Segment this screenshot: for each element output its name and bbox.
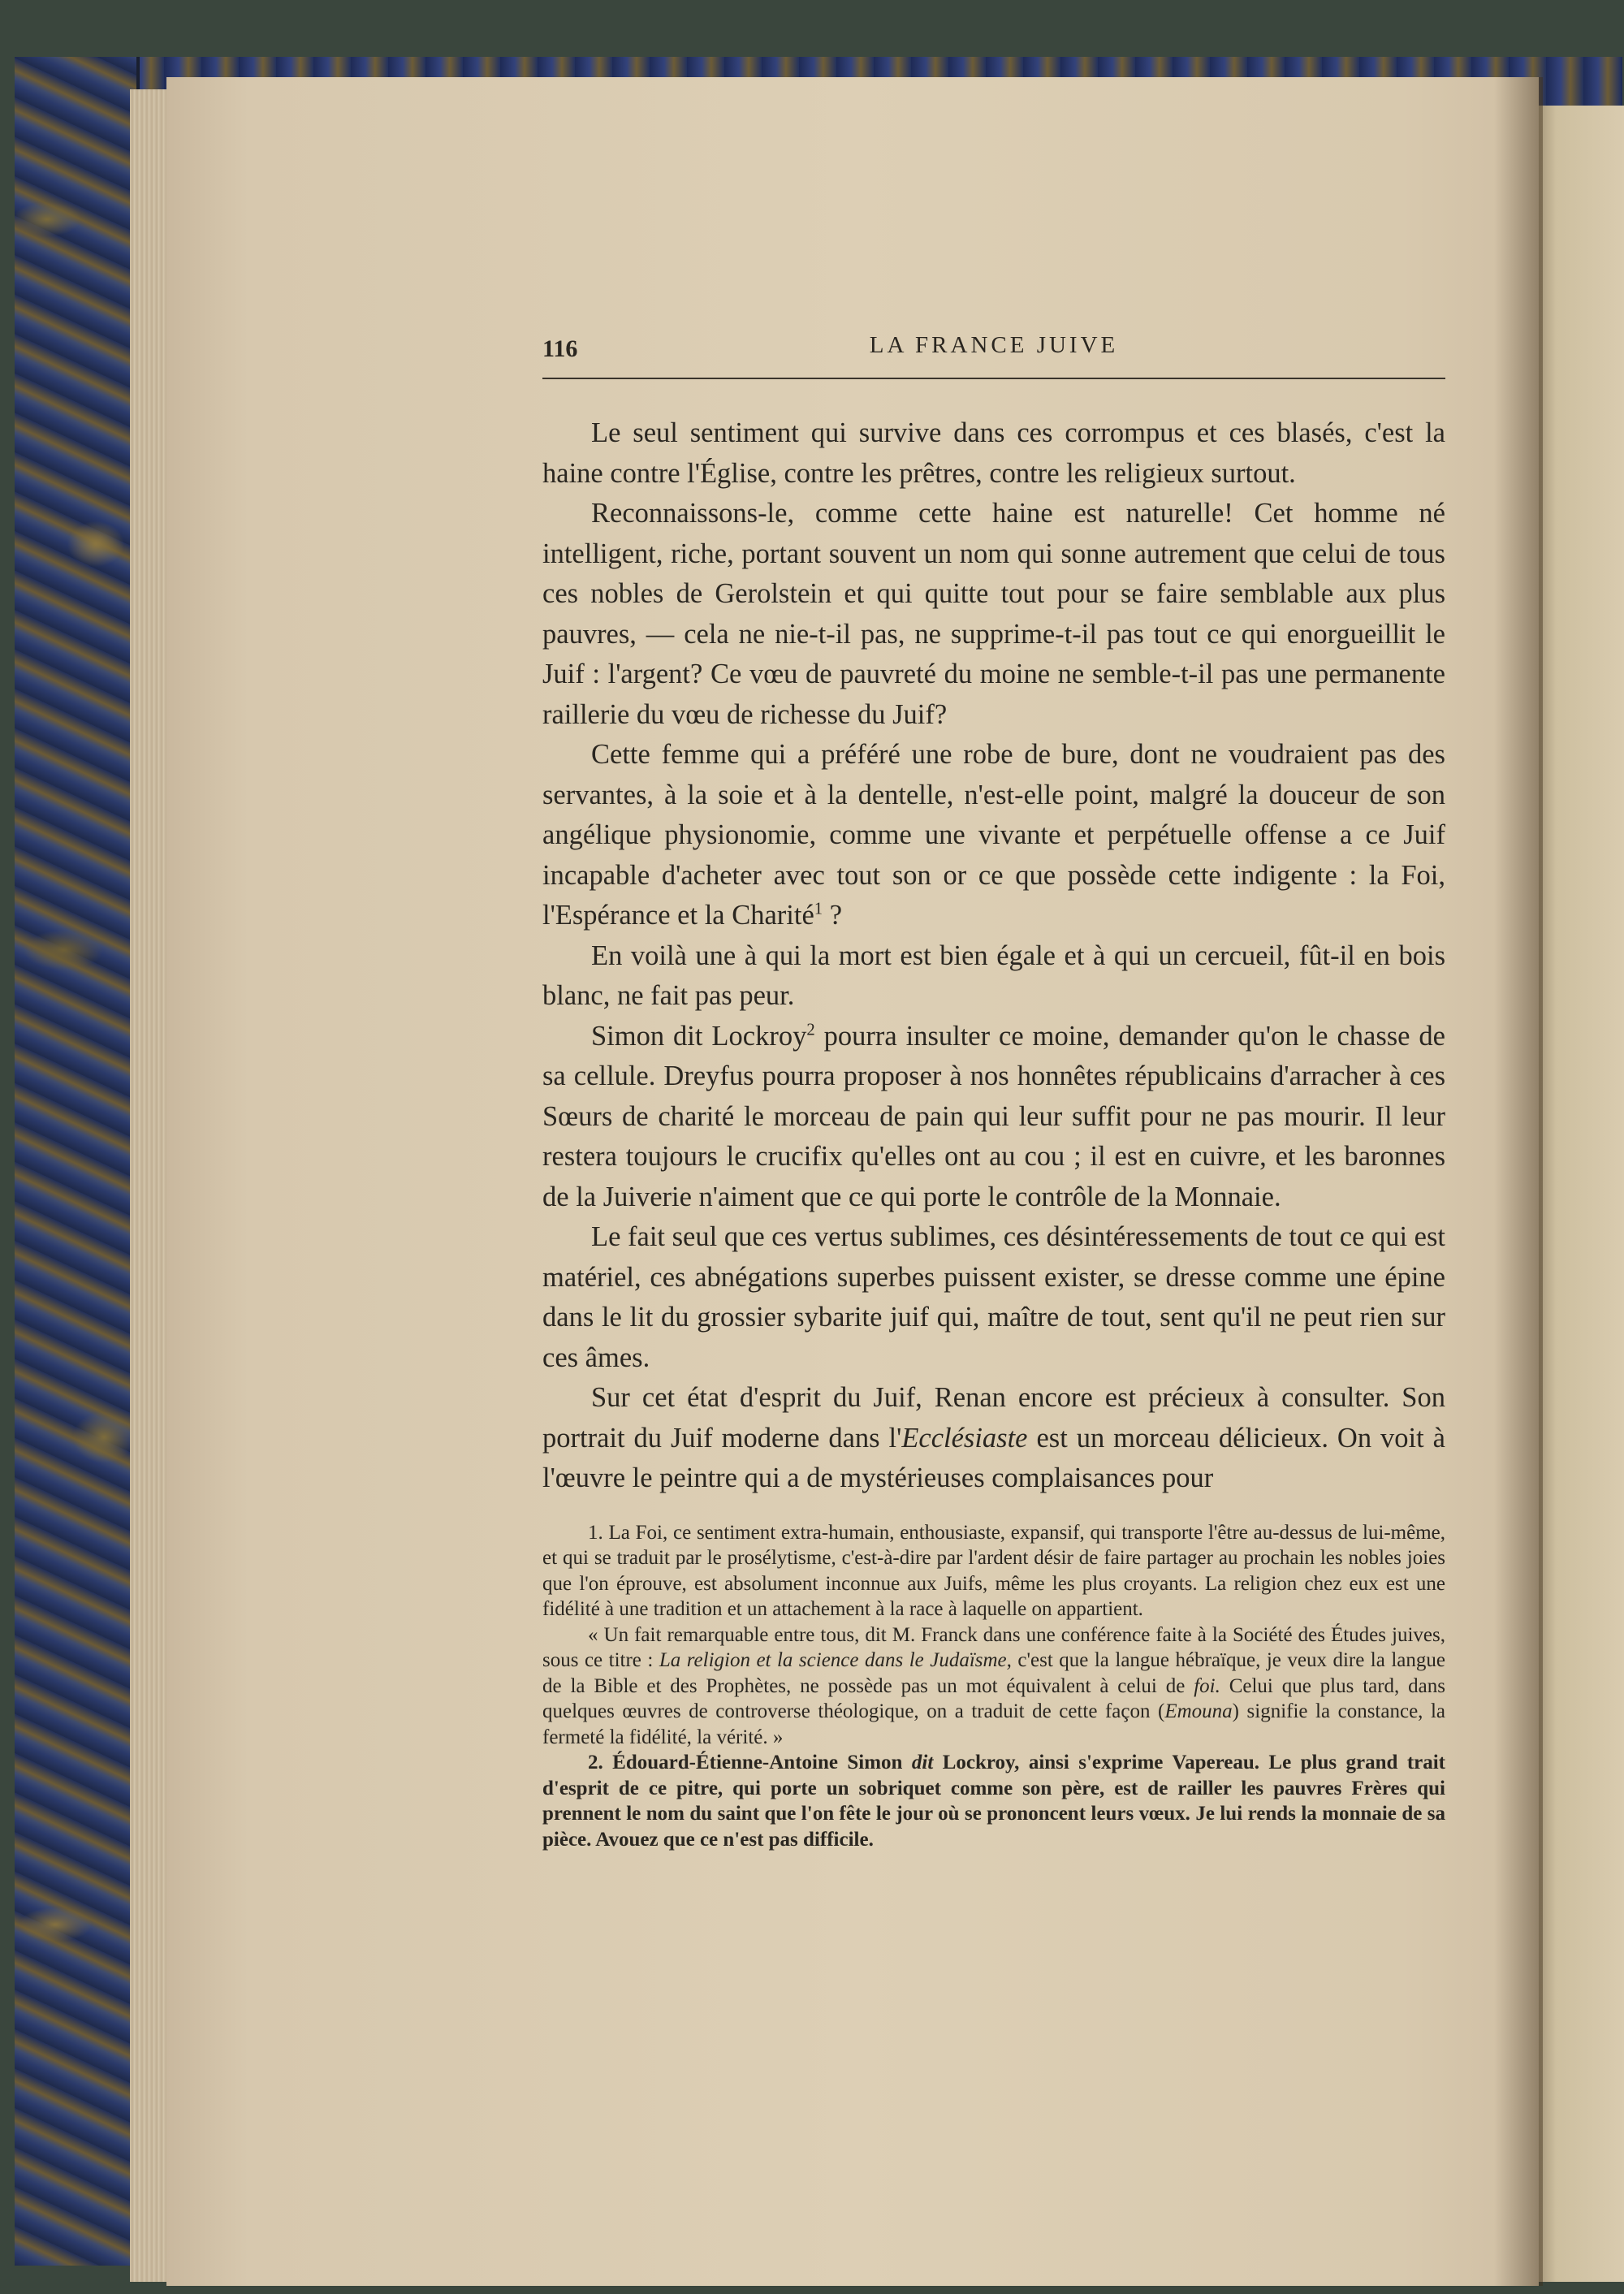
- paragraph-text: est un morceau délicieux. On voit à l'œuvre le peintre qui a de mystérieuses complaisances pour: [542, 1422, 1445, 1493]
- footnote-text: Celui que plus tard, dans quelques œuvres de controverse théologique, on a traduit de cette façon (: [542, 1674, 1445, 1722]
- footnote-ref: 1: [814, 900, 823, 918]
- footnote-ref: 2: [806, 1021, 815, 1039]
- paragraph: [542, 1378, 1445, 1499]
- paragraph-text: pourra insulter ce moine, demander qu'on le chasse de sa cellule. Dreyfus pourra proposer à nos honnêtes républicains d'arracher à ces Sœurs de charité le morceau de pain qui leur suffit pour ne pas mourir. Il leur restera toujours le crucifix qu'elles ont au cou ; il est en cuivre, et les baronnes de la Juiverie n'aiment que ce qui porte le contrôle de la Monnaie.: [542, 1020, 1445, 1212]
- footnote-italic: dit: [911, 1752, 934, 1773]
- footnote-text: « Un fait remarquable entre tous, dit M. Franck dans une conférence faite à la Société des Études juives, sous ce titre :: [542, 1623, 1445, 1671]
- footnote-italic: foi.: [1194, 1674, 1220, 1697]
- footnote-italic: Emouna: [1164, 1700, 1233, 1722]
- marbled-board: [15, 57, 140, 2266]
- paragraph: Le fait seul que ces vertus sublimes, ces désintéressements de tout ce qui est matériel, ces abnégations superbes puissent exister, se dresse comme une épine dans le lit du grossier sybarite juif qui, maître de tout, sent qu'il ne peut rien sur ces âmes.: [542, 1221, 1445, 1373]
- page-header-title: LA FRANCE JUIVE: [869, 332, 1119, 358]
- paragraph-text: Sur cet état d'esprit du Juif, Renan encore est précieux à consulter. Son portrait du Juif moderne dans l': [542, 1382, 1445, 1454]
- paragraph: [542, 735, 1445, 936]
- paragraph-text: Simon dit Lockroy: [591, 1020, 807, 1052]
- footnote-text: Lockroy, ainsi s'exprime Vapereau. Le plus grand trait d'esprit de ce pitre, qui porte un sobriquet comme son père, est de railler les pauvres Frères qui prennent le nom du saint que l'on fête le jour où se prononcent leurs vœux. Je lui rends la monnaie de sa pièce. Avouez que ce n'est pas difficile.: [542, 1752, 1446, 1851]
- footnote-2: [542, 1750, 1445, 1852]
- paragraph: Reconnaissons-le, comme cette haine est naturelle! Cet homme né intelligent, riche, portant souvent un nom qui sonne autrement que celui de tous ces nobles de Gerolstein et qui quitte tout pour se faire semblable aux plus pauvres, — cela ne nie-t-il pas, ne supprime-t-il pas tout ce qui enorgueillit le Juif : l'argent? Ce vœu de pauvreté du moine ne semble-t-il pas une permanente raillerie du vœu de richesse du Juif?: [542, 498, 1445, 730]
- footnote-text: 2. Édouard-Étienne-Antoine Simon: [588, 1752, 912, 1773]
- footnote-title: La religion et la science dans le Judaïsme,: [659, 1649, 1012, 1671]
- paragraph: En voilà une à qui la mort est bien égale et à qui un cercueil, fût-il en bois blanc, ne fait pas peur.: [542, 940, 1445, 1011]
- footnote-1-quote: [542, 1622, 1445, 1751]
- book-title: Ecclésiaste: [901, 1422, 1028, 1454]
- gutter-shadow: [1494, 77, 1543, 2286]
- paragraph: Le seul sentiment qui survive dans ces corrompus et ces blasés, c'est la haine contre l'Église, contre les prêtres, contre les religieux surtout.: [542, 417, 1445, 489]
- footnote-1: 1. La Foi, ce sentiment extra-humain, enthousiaste, expansif, qui transporte l'être au-dessus de lui-même, et qui se traduit par le prosélytisme, c'est-à-dire par l'ardent désir de faire partager au prochain les nobles joies que l'on éprouve, est absolument inconnue aux Juifs, même les plus croyants. La religion chez eux est une fidélité à une tradition et un attachement à la race à laquelle on appartient.: [542, 1521, 1445, 1620]
- running-head: [542, 321, 1445, 379]
- paragraph: [542, 1017, 1445, 1218]
- paragraph-text: ?: [823, 900, 843, 931]
- footnote-text: ) signifie la constance, la fermeté la fidélité, la vérité. »: [542, 1700, 1445, 1748]
- page-number: 116: [542, 335, 578, 362]
- footnotes: [542, 1520, 1445, 1853]
- text-block: [542, 321, 1445, 1852]
- footnote-text: c'est que la langue hébraïque, je veux dire la langue de la Bible et des Prophètes, ne possède pas un mot équivalent à celui de: [542, 1649, 1445, 1697]
- paragraph-text: Cette femme qui a préféré une robe de bure, dont ne voudraient pas des servantes, à la soie et à la dentelle, n'est-elle point, malgré la douceur de son angélique physionomie, comme une vivante et perpétuelle offense a ce Juif incapable d'acheter avec tout son or ce que possède cette indigente : la Foi, l'Espérance et la Charité: [542, 739, 1445, 931]
- body-text: [542, 413, 1445, 1499]
